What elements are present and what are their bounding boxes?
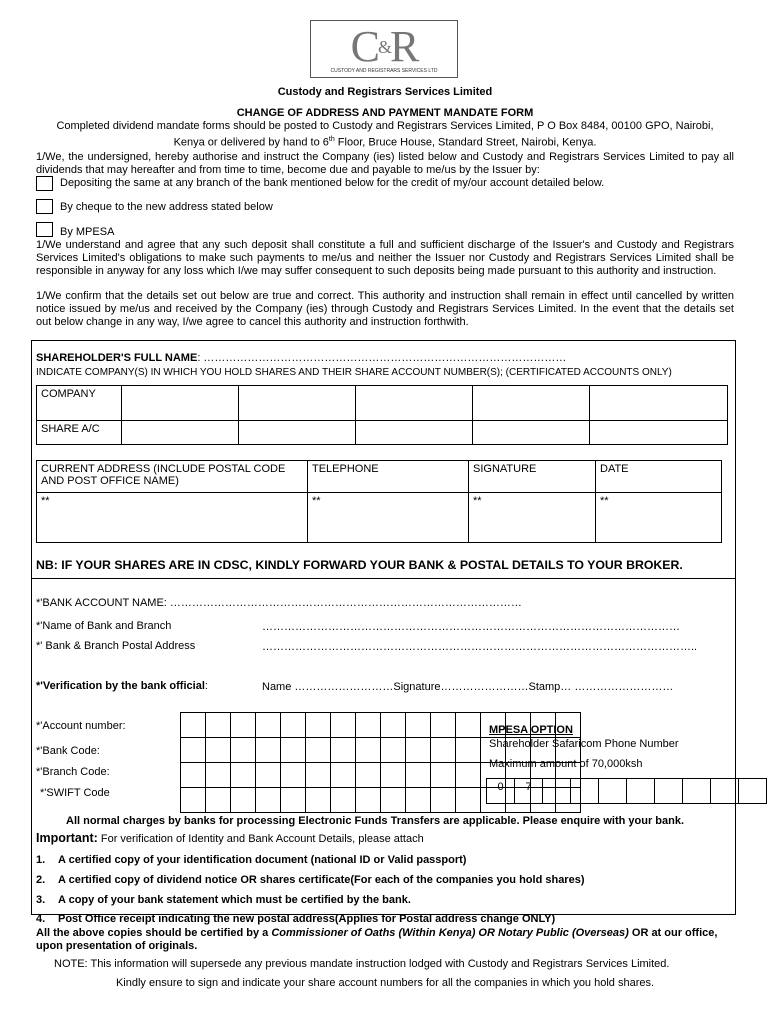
share-ac-cell[interactable]	[238, 421, 355, 445]
attachment-4: 4. Post Office receipt indicating the new postal address(Applies for Postal address change ONLY)	[36, 913, 556, 925]
phone-digit: 7	[515, 779, 543, 804]
signature-input[interactable]: **	[469, 493, 596, 543]
posting-line-2: Kenya or delivered by hand to 6th Floor, Bruce House, Standard Street, Nairobi, Kenya.	[173, 136, 597, 149]
kindly-ensure-note: Kindly ensure to sign and indicate your share account numbers for all the companies in which you hold shares.	[115, 977, 655, 989]
share-ac-cell[interactable]	[473, 421, 590, 445]
attachment-3: 3. A copy of your bank statement which must be certified by the bank.	[36, 894, 411, 906]
company-cell[interactable]	[238, 386, 355, 421]
bank-branch-label: *'Name of Bank and Branch	[36, 620, 172, 632]
verification-fields[interactable]: Name ………………………Signature……………………Stamp… ………………………	[262, 681, 674, 693]
bank-postal-field[interactable]: ………………………………………………………………………………………………………..	[262, 641, 698, 653]
bank-branch-field[interactable]: ……………………………………………………………………………………………………	[262, 621, 680, 633]
company-cell[interactable]	[590, 386, 728, 421]
telephone-header: TELEPHONE	[308, 461, 469, 493]
confirmation-paragraph: 1/We confirm that the details set out below are true and correct. This authority and instruction shall remain in effect until cancelled by written notice issued by me/us and received by the Company (ies) through Custody and Registrars Services Limited. In the event that the details set out below change in any way, I/we agree to cancel this authority and instruction forthwith.	[36, 290, 734, 328]
mpesa-max-amount: Maximum amount of 70,000ksh	[489, 758, 643, 770]
phone-digit: 0	[487, 779, 515, 804]
share-ac-cell[interactable]	[121, 421, 238, 445]
bank-charges-notice: All normal charges by banks for processing Electronic Funds Transfers are applicable. Please enquire with your bank.	[66, 815, 685, 827]
share-ac-cell[interactable]	[590, 421, 728, 445]
company-row-label: COMPANY	[37, 386, 122, 421]
logo-monogram: C&R	[350, 22, 418, 71]
cheque-checkbox[interactable]	[36, 199, 53, 214]
company-cell[interactable]	[473, 386, 590, 421]
form-title: CHANGE OF ADDRESS AND PAYMENT MANDATE FORM	[236, 107, 534, 119]
date-header: DATE	[596, 461, 722, 493]
deposit-option-label: Depositing the same at any branch of the bank mentioned below for the credit of my/our account detailed below.	[60, 177, 605, 189]
address-input[interactable]: **	[37, 493, 308, 543]
mpesa-phone-grid[interactable]	[486, 778, 767, 804]
date-input[interactable]: **	[596, 493, 722, 543]
mpesa-title: MPESA OPTION	[489, 724, 573, 736]
authorise-intro: 1/We, the undersigned, hereby authorise and instruct the Company (ies) listed below and Custody and Registrars Services Limited to pay all dividends that may hereafter and from time to time, become due and payable to me/us by the Issuer by:	[36, 151, 734, 176]
company-cell[interactable]	[121, 386, 238, 421]
attachment-2: 2. A certified copy of dividend notice OR shares certificate(For each of the companies you hold shares)	[36, 874, 585, 886]
mpesa-phone-label: Shareholder Safaricom Phone Number	[489, 738, 679, 750]
bank-code-label: *'Bank Code:	[36, 745, 100, 757]
signature-header: SIGNATURE	[469, 461, 596, 493]
important-line: Important: For verification of Identity and Bank Account Details, please attach	[36, 831, 424, 845]
posting-line-1: Completed dividend mandate forms should be posted to Custody and Registrars Services Limited, P O Box 8484, 00100 GPO, Nairobi,	[56, 120, 714, 132]
share-ac-cell[interactable]	[355, 421, 472, 445]
share-ac-row-label: SHARE A/C	[37, 421, 122, 445]
attachment-1: 1. A certified copy of your identification document (national ID or Valid passport)	[36, 854, 467, 866]
verification-label: *'Verification by the bank official:	[36, 680, 208, 692]
mpesa-option-label: By MPESA	[60, 226, 115, 238]
logo-subtitle: CUSTODY AND REGISTRARS SERVICES LTD	[330, 68, 438, 74]
discharge-paragraph: 1/We understand and agree that any such deposit shall constitute a full and sufficient discharge of the Issuer's and Custody and Registrars Services Limited's obligations to make such payments to me/us and neither the Issuer nor Custody and Registrars Services Limited shall be responsible in anyway for any loss which I/we may suffer consequent to such deposits being made pursuant to this authority and instruction.	[36, 239, 734, 277]
shareholder-name-row: SHAREHOLDER'S FULL NAME: ………………………………………………………………………………………	[36, 352, 567, 364]
indicate-companies-note: INDICATE COMPANY(S) IN WHICH YOU HOLD SHARES AND THEIR SHARE ACCOUNT NUMBER(S); (CERTIFICATED ACCOUNTS ONLY)	[36, 367, 672, 378]
certification-note: All the above copies should be certified by a Commissioner of Oaths (Within Kenya) OR Notary Public (Overseas) OR at our office, upon presentation of originals.	[36, 927, 718, 952]
bank-postal-label: *' Bank & Branch Postal Address	[36, 640, 196, 652]
account-number-label: *'Account number:	[36, 720, 126, 732]
deposit-checkbox[interactable]	[36, 176, 53, 191]
company-name: Custody and Registrars Services Limited	[277, 86, 493, 98]
bank-account-name-field[interactable]: *'BANK ACCOUNT NAME: ……………………………………………………………………………………	[36, 597, 522, 609]
cdsc-notice: NB: IF YOUR SHARES ARE IN CDSC, KINDLY FORWARD YOUR BANK & POSTAL DETAILS TO YOUR BROKER.	[36, 558, 683, 572]
address-header: CURRENT ADDRESS (INCLUDE POSTAL CODE AND POST OFFICE NAME)	[37, 461, 308, 493]
company-cell[interactable]	[355, 386, 472, 421]
branch-code-label: *'Branch Code:	[36, 766, 110, 778]
cheque-option-label: By cheque to the new address stated below	[60, 201, 273, 213]
section-divider	[31, 578, 736, 579]
supersede-note: NOTE: This information will supersede any previous mandate instruction lodged with Custody and Registrars Services Limited.	[54, 958, 670, 970]
telephone-input[interactable]: **	[308, 493, 469, 543]
company-logo	[310, 20, 458, 78]
swift-code-label: *'SWIFT Code	[40, 787, 110, 799]
share-accounts-table	[36, 385, 728, 445]
mpesa-checkbox[interactable]	[36, 222, 53, 237]
address-table	[36, 460, 722, 543]
